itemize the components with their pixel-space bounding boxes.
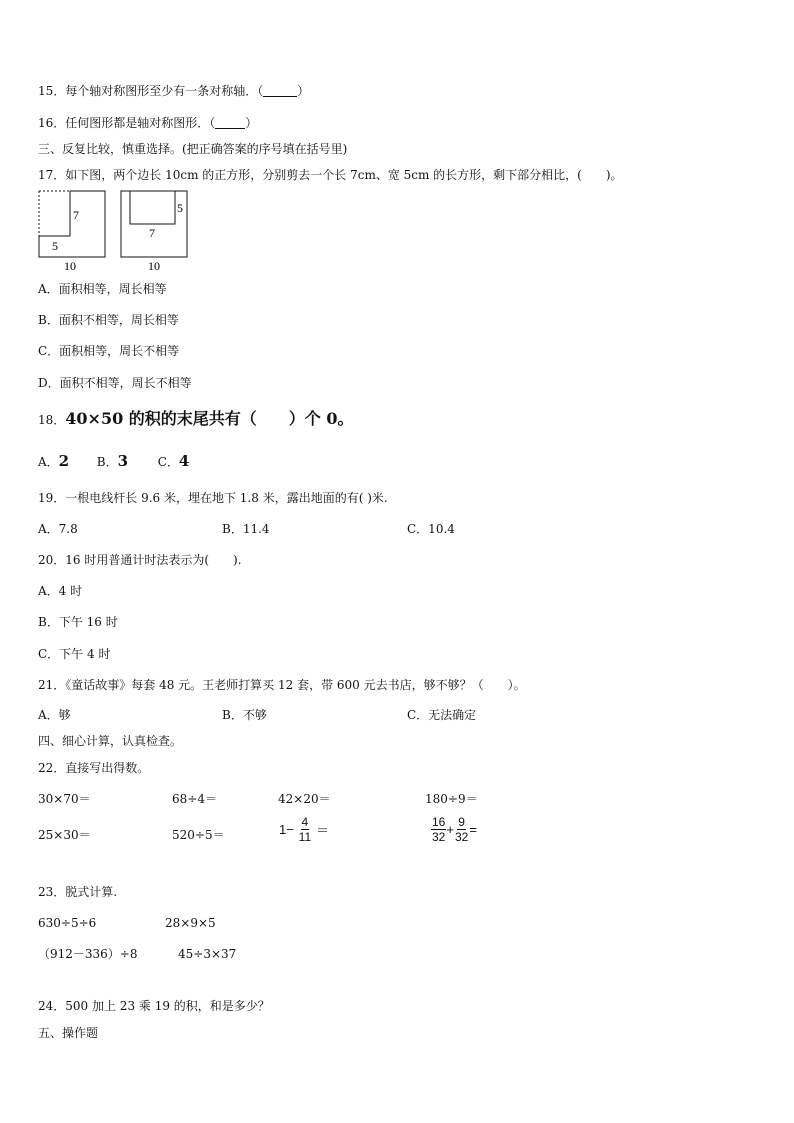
option-letter: C． <box>157 455 179 469</box>
fraction-expression-1 <box>279 815 329 844</box>
q20-option-c[interactable]: C．下午 4 时 <box>38 647 111 661</box>
numerator: 16 <box>432 815 446 829</box>
q19-option-b[interactable]: B．11.4 <box>222 522 270 536</box>
calc-item: 68÷4＝ <box>172 792 217 806</box>
denominator: 32 <box>432 830 446 844</box>
q21-option-b[interactable]: B．不够 <box>222 708 267 722</box>
answer-blank[interactable] <box>263 84 297 97</box>
question-24-text: 24．500 加上 23 乘 19 的积，和是多少？ <box>38 999 270 1013</box>
section-5-heading: 五、操作题 <box>38 1026 99 1040</box>
section-3-heading: 三、反复比较，慎重选择。(把正确答案的序号填在括号里) <box>38 142 348 156</box>
question-19-text: 19．一根电线杆长 9.6 米，埋在地下 1.8 米，露出地面的有( )米. <box>38 491 388 505</box>
figure-1 <box>39 191 105 272</box>
option-letter: A． <box>38 455 59 469</box>
plus-sign: + <box>446 822 454 837</box>
option-value: 3 <box>117 452 129 470</box>
calc-item: 180÷9＝ <box>425 792 478 806</box>
label-5: 5 <box>52 239 58 253</box>
q18-options <box>38 453 189 470</box>
option-value: 2 <box>58 452 70 470</box>
label-7: 7 <box>73 208 79 222</box>
question-22-text: 22．直接写出得数。 <box>38 761 150 775</box>
answer-blank[interactable] <box>215 116 245 129</box>
figure-2 <box>121 191 187 272</box>
calc-item: （912－336）÷8 <box>38 947 138 961</box>
fraction <box>298 815 312 844</box>
question-23-text: 23．脱式计算. <box>38 885 118 899</box>
q17-option-d[interactable]: D．面积不相等，周长不相等 <box>38 376 192 390</box>
question-16 <box>38 115 257 131</box>
equals: = <box>469 822 477 837</box>
equals: ＝ <box>315 823 329 838</box>
question-text: 40×50 的积的末尾共有（ ）个 0。 <box>65 409 354 428</box>
question-15 <box>38 83 309 99</box>
denominator: 11 <box>298 830 312 844</box>
denominator: 32 <box>454 830 469 844</box>
fraction <box>431 815 446 844</box>
calc-item: 28×9×5 <box>165 916 216 930</box>
fraction-expression-2 <box>431 815 477 844</box>
section-4-heading: 四、细心计算，认真检查。 <box>38 734 183 748</box>
q17-option-b[interactable]: B．面积不相等，周长相等 <box>38 313 179 327</box>
calc-item: 25×30＝ <box>38 828 91 842</box>
q19-option-c[interactable]: C．10.4 <box>407 522 455 536</box>
fraction <box>454 815 469 844</box>
q21-option-c[interactable]: C．无法确定 <box>407 708 477 722</box>
label-10: 10 <box>64 259 76 272</box>
question-text: 每个轴对称图形至少有一条对称轴．（ <box>65 84 264 98</box>
question-18 <box>38 411 354 428</box>
label-5: 5 <box>177 201 183 215</box>
calc-item: 520÷5＝ <box>172 828 225 842</box>
numerator: 4 <box>301 815 309 829</box>
question-17-text: 17．如下图，两个边长 10cm 的正方形，分别剪去一个长 7cm、宽 5cm 的长方形，剩下部分相比，( )。 <box>38 168 623 182</box>
label-10: 10 <box>148 259 160 272</box>
q20-option-b[interactable]: B．下午 16 时 <box>38 615 118 629</box>
q17-figures <box>30 186 200 272</box>
q18-option-c[interactable] <box>157 452 190 470</box>
q21-option-a[interactable]: A．够 <box>38 708 71 722</box>
q20-option-a[interactable]: A．4 时 <box>38 584 83 598</box>
q18-option-a[interactable] <box>38 452 70 470</box>
option-letter: B． <box>96 455 118 469</box>
question-number: 15． <box>38 84 66 98</box>
question-21-text: 21．《童话故事》每套 48 元。王老师打算买 12 套，带 600 元去书店，够不够？（ ）。 <box>38 678 526 692</box>
q18-option-b[interactable] <box>96 452 129 470</box>
close-paren: ） <box>245 116 258 130</box>
question-text: 任何图形都是轴对称图形．（ <box>65 116 216 130</box>
option-value: 4 <box>178 452 190 470</box>
label-7: 7 <box>149 226 155 240</box>
numerator: 9 <box>458 815 465 829</box>
q19-option-a[interactable]: A．7.8 <box>38 522 78 536</box>
q17-option-a[interactable]: A．面积相等，周长相等 <box>38 282 167 296</box>
expr-lead: 1− <box>279 822 294 837</box>
calc-item: 30×70＝ <box>38 792 91 806</box>
question-20-text: 20．16 时用普通计时法表示为( ). <box>38 553 242 567</box>
calc-item: 630÷5÷6 <box>38 916 97 930</box>
calc-item: 45÷3×37 <box>178 947 237 961</box>
calc-item: 42×20＝ <box>278 792 331 806</box>
question-number: 16． <box>38 116 66 130</box>
close-paren: ） <box>297 84 310 98</box>
question-number: 18． <box>38 413 66 427</box>
q17-option-c[interactable]: C．面积相等，周长不相等 <box>38 344 180 358</box>
